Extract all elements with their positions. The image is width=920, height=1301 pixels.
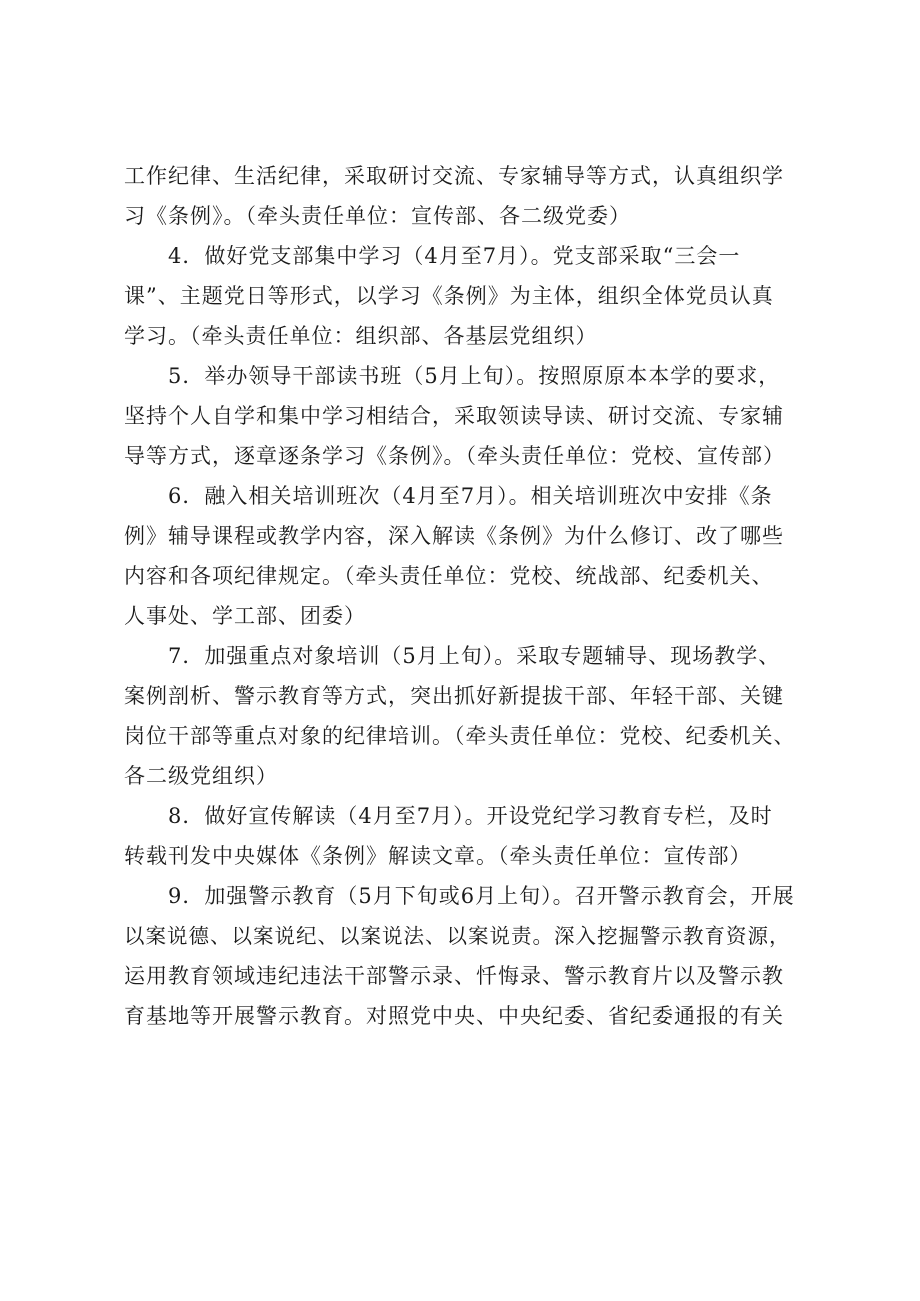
text-line: 内容和各项纪律规定。（牵头责任单位：党校、统战部、纪委机关、	[124, 564, 774, 588]
item-6-heading-line: 6．融入相关培训班次（4月至7月）。相关培训班次中安排《条	[168, 484, 773, 508]
text-line: 案例剖析、警示教育等方式，突出抓好新提拔干部、年轻干部、关键	[124, 684, 784, 708]
text-line: 学习。（牵头责任单位：组织部、各基层党组织）	[124, 324, 598, 348]
text-line: 运用教育领域违纪违法干部警示录、忏悔录、警示教育片以及警示教	[124, 964, 784, 988]
item-4-heading-line: 4．做好党支部集中学习（4月至7月）。党支部采取“三会一	[168, 244, 741, 268]
text-line: 工作纪律、生活纪律，采取研讨交流、专家辅导等方式，认真组织学	[124, 164, 784, 188]
item-8-heading-line: 8．做好宣传解读（4月至7月）。开设党纪学习教育专栏，及时	[168, 804, 773, 828]
text-line: 岗位干部等重点对象的纪律培训。（牵头责任单位：党校、纪委机关、	[124, 724, 796, 748]
item-7-heading-line: 7．加强重点对象培训（5月上旬）。采取专题辅导、现场教学、	[168, 644, 781, 668]
text-line: 坚持个人自学和集中学习相结合，采取领读导读、研讨交流、专家辅	[124, 404, 784, 428]
text-line: 课”、主题党日等形式，以学习《条例》为主体，组织全体党员认真	[124, 284, 774, 308]
text-line: 各二级党组织）	[124, 764, 278, 788]
document-body	[124, 156, 804, 1036]
text-line: 转载刊发中央媒体《条例》解读文章。（牵头责任单位：宣传部）	[124, 844, 752, 868]
text-line: 习《条例》。（牵头责任单位：宣传部、各二级党委）	[124, 204, 631, 228]
text-line: 育基地等开展警示教育。对照党中央、中央纪委、省纪委通报的有关	[124, 1004, 784, 1028]
item-5-heading-line: 5．举办领导干部读书班（5月上旬）。按照原原本本学的要求，	[168, 364, 781, 388]
text-line: 以案说德、以案说纪、以案说法、以案说责。深入挖掘警示教育资源，	[124, 924, 791, 948]
text-line: 人事处、学工部、团委）	[124, 604, 366, 628]
text-line: 导等方式，逐章逐条学习《条例》。（牵头责任单位：党校、宣传部）	[124, 444, 785, 468]
text-line: 例》辅导课程或教学内容，深入解读《条例》为什么修订、改了哪些	[124, 524, 784, 548]
item-9-heading-line: 9．加强警示教育（5月下旬或6月上旬）。召开警示教育会，开展	[168, 884, 795, 908]
